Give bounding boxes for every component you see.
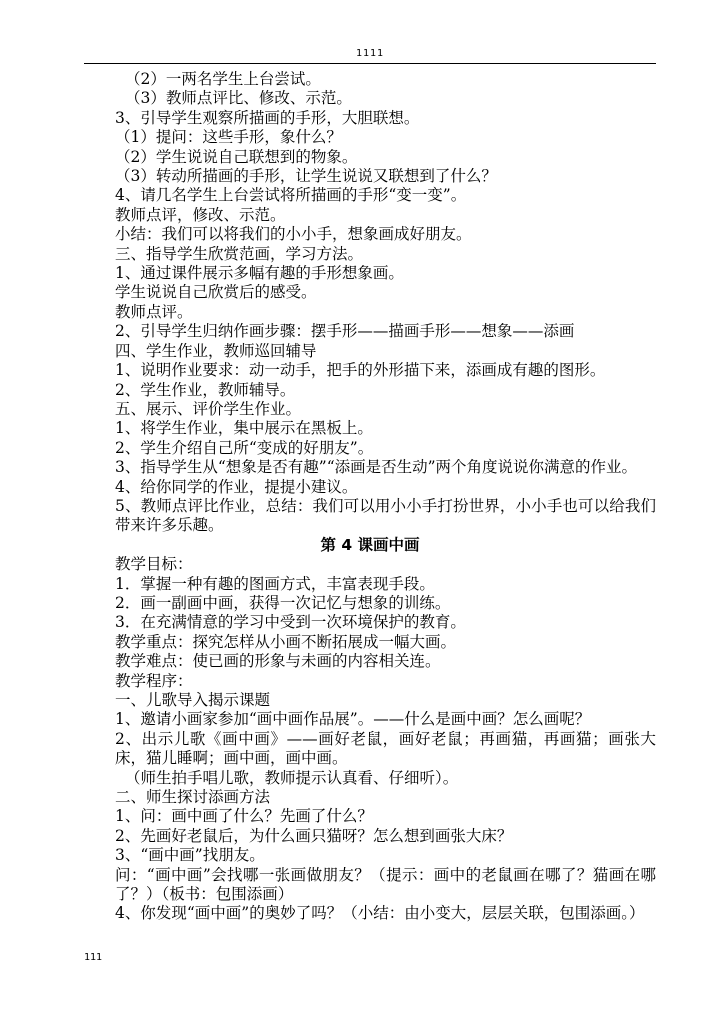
- text-line: 教学重点：探究怎样从小画不断拓展成一幅大画。: [115, 632, 457, 651]
- text-line: 四、学生作业，教师巡回辅导: [115, 341, 317, 360]
- text-line: 2、学生介绍自己所“变成的好朋友”。: [115, 438, 374, 457]
- text-line: （2）一两名学生上台尝试。: [125, 70, 321, 88]
- text-line: 2、先画好老鼠后，为什么画只猫呀？怎么想到画张大床？: [115, 826, 513, 845]
- lesson-4-body: [84, 555, 656, 924]
- page-header: 1111: [355, 48, 385, 59]
- text-line: 2、学生作业，教师辅导。: [115, 380, 296, 399]
- text-line: （2）学生说说自己联想到的物象。: [115, 147, 358, 166]
- text-line: 教学目标：: [115, 555, 193, 574]
- text-line: 一、儿歌导入揭示课题: [115, 691, 271, 709]
- text-line: 学生说说自己欣赏后的感受。: [115, 283, 317, 302]
- header-rule: [84, 63, 656, 64]
- text-line: 2．画一副画中画，获得一次记忆与想象的训练。: [115, 593, 451, 612]
- text-line: 二、师生探讨添画方法: [115, 788, 271, 807]
- text-line: （3）教师点评比、修改、示范。: [125, 89, 352, 108]
- text-line: 3、指导学生从“想象是否有趣”“添画是否生动”两个角度说说你满意的作业。: [115, 458, 638, 477]
- text-line: 1、邀请小画家参加“画中画作品展”。——什么是画中画？怎么画呢？: [115, 710, 591, 729]
- text-line: 2、引导学生归纳作画步骤：摆手形——描画手形——想象——添画: [115, 322, 575, 341]
- text-line: 4、给你同学的作业，提提小建议。: [115, 477, 358, 496]
- text-line: （1）提问：这些手形，象什么？: [115, 128, 342, 147]
- text-line: 3、引导学生观察所描画的手形，大胆联想。: [115, 108, 420, 127]
- text-line: （3）转动所描画的手形，让学生说说又联想到了什么？: [115, 167, 497, 186]
- text-line: 教师点评，修改、示范。: [115, 205, 286, 224]
- text-line: 3、“画中画”找朋友。: [115, 846, 265, 865]
- text-line: 教师点评。: [115, 302, 193, 321]
- page-footer: 111: [84, 952, 103, 963]
- text-line: 2、出示儿歌《画中画》——画好老鼠，画好老鼠；再画猫，再画猫；画张大床，猫儿睡啊；画中画，画中画。: [115, 729, 656, 768]
- text-line: 4、请几名学生上台尝试将所描画的手形“变一变”。: [115, 186, 467, 205]
- text-line: 5、教师点评比作业，总结：我们可以用小小手打扮世界，小小手也可以给我们带来许多乐趣。: [115, 496, 656, 535]
- section-title: 第 4 课画中画: [320, 535, 420, 554]
- text-line: 教学难点：使已画的形象与未画的内容相关连。: [115, 652, 441, 671]
- text-line: 1、通过课件展示多幅有趣的手形想象画。: [115, 264, 404, 283]
- text-line: 3．在充满情意的学习中受到一次环境保护的教育。: [115, 613, 466, 632]
- text-line: 小结：我们可以将我们的小小手，想象画成好朋友。: [115, 225, 472, 244]
- text-line: 1、将学生作业，集中展示在黑板上。: [115, 419, 373, 438]
- text-line: 4、你发现“画中画”的奥妙了吗？（小结：由小变大，层层关联，包围添画。）: [115, 904, 645, 923]
- text-line: 1、问：画中画了什么？先画了什么？: [115, 807, 373, 826]
- text-line: 五、展示、评价学生作业。: [115, 399, 302, 418]
- text-line: 教学程序：: [115, 671, 193, 690]
- document-body: [84, 70, 656, 924]
- text-line: （师生拍手唱儿歌，教师提示认真看、仔细听）。: [125, 768, 459, 787]
- text-line: 问：“画中画”会找哪一张画做朋友？（提示：画中的老鼠画在哪了？猫画在哪了？）（板书：包围添画）: [115, 865, 656, 904]
- lesson-3-continued: [84, 70, 656, 536]
- text-line: 1、说明作业要求：动一动手，把手的外形描下来，添画成有趣的图形。: [115, 361, 606, 380]
- text-line: 三、指导学生欣赏范画，学习方法。: [115, 244, 364, 263]
- text-line: 1．掌握一种有趣的图画方式，丰富表现手段。: [115, 574, 435, 593]
